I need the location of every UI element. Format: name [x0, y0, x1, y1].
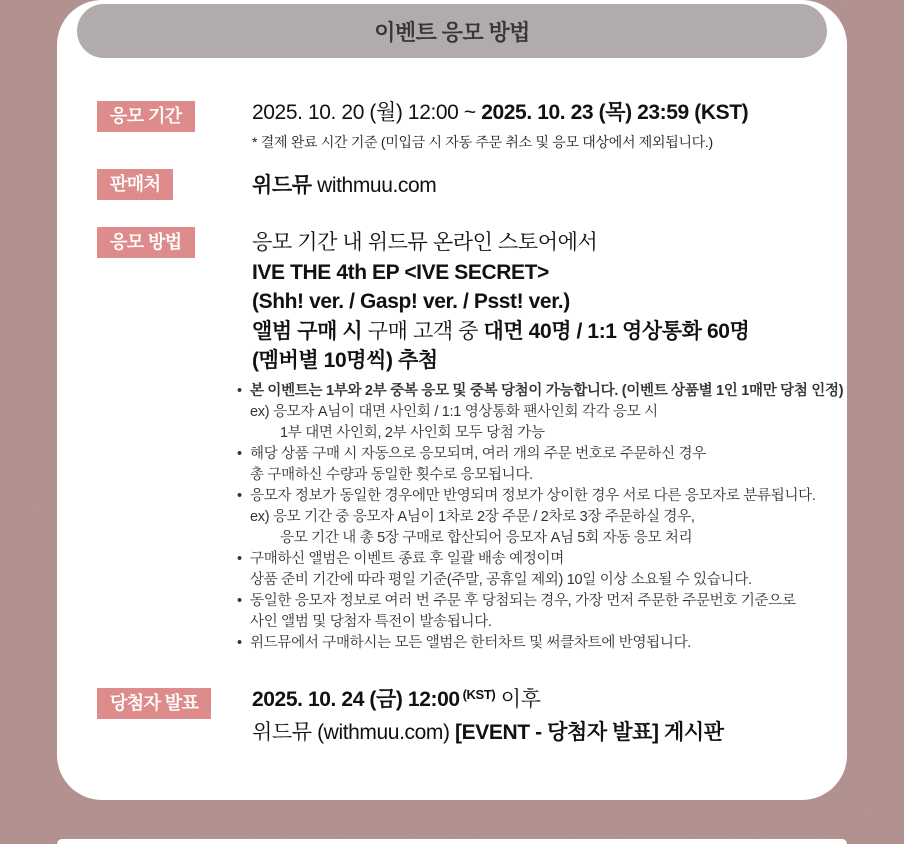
event-info-card	[57, 0, 847, 800]
method-text: 응모 기간 내 위드뮤 온라인 스토어에서 IVE THE 4th EP <IVE SECRET> (Shh! ver. / Gasp! ver. / Psst! ver.) 앨범 구매 시 구매 고객 중 대면 40명 / 1:1 영상통화 60명 (멤버별 10명씩) 추첨	[252, 231, 750, 372]
next-section-card-top	[57, 839, 847, 844]
period-label-badge: 응모 기간	[97, 101, 195, 132]
page-title: 이벤트 응모 방법	[374, 19, 530, 45]
event-notes: • 본 이벤트는 1부와 2부 중복 응모 및 중복 당첨이 가능합니다. (이벤트 상품별 1인 1매만 당첨 인정) ex) 응모자 A님이 대면 사인회 / 1:1 영상통화 팬사인회 각각 응모 시 1부 대면 사인회, 2부 사인회 모두 당첨 가능 • 해당 상품 구매 시 자동으로 응모되며, 여러 개의 주문 번호로 주문하신 경우 총 구매하신 수량과 동일한 횟수로 응모됩니다. • 응모자 정보가 동일한 경우에만 반영되며 정보가 상이한 경우 서로 다른 응모자로 분류됩니다. ex) 응모 기간 중 응모자 A님이 1차로 2장 주문 / 2차로 3장 주문하실 경우, 응모 기간 내 총 5장 구매로 합산되어 응모자 A님 5회 자동 응모 처리 • 구매하신 앨범은 이벤트 종료 후 일괄 배송 예정이며 상품 준비 기간에 따라 평일 기준(주말, 공휴일 제외) 10일 이상 소요될 수 있습니다. • 동일한 응모자 정보로 여러 번 주문 후 당첨되는 경우, 가장 먼저 주문한 주문번호 기준으로 사인 앨범 및 당첨자 특전이 발송됩니다. • 위드뮤에서 구매하시는 모든 앨범은 한터차트 및 써클차트에 반영됩니다.	[237, 383, 844, 651]
period-note: * 결제 완료 시간 기준 (미입금 시 자동 주문 취소 및 응모 대상에서 제외됩니다.)	[252, 134, 713, 150]
period-text: 2025. 10. 20 (월) 12:00 ~ 2025. 10. 23 (목) 23:59 (KST)	[252, 101, 749, 124]
store-text: 위드뮤 withmuu.com	[252, 174, 437, 197]
section-header-bar	[77, 4, 827, 58]
announcement-text: 2025. 10. 24 (금) 12:00 $^{(KST)}$ 이후 위드뮤 (withmuu.com) [EVENT - 당첨자 발표] 게시판	[252, 687, 724, 744]
store-label-badge: 판매처	[97, 169, 173, 200]
method-label-badge: 응모 방법	[97, 227, 195, 258]
announcement-label-badge: 당첨자 발표	[97, 688, 211, 719]
